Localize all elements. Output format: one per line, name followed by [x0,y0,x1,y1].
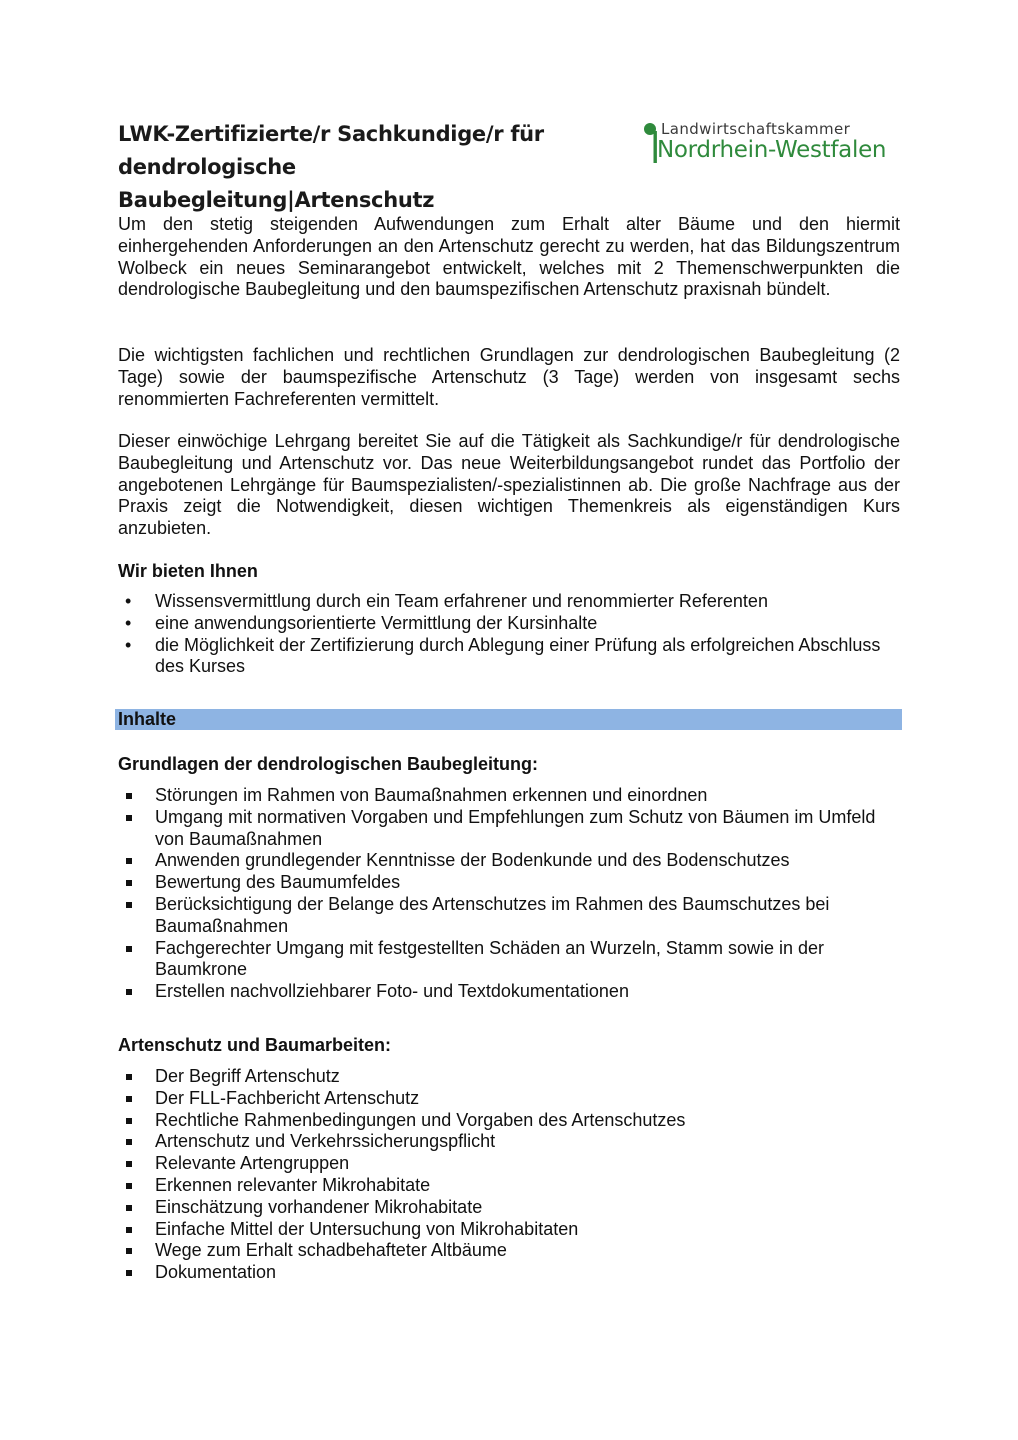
list-item [118,785,900,807]
lwk-logo [642,120,904,166]
list-item-text: Wege zum Erhalt schadbehafteter Altbäume [155,1240,507,1261]
list-item [118,981,900,1003]
list-item [118,807,900,851]
intro-paragraph-3: Dieser einwöchige Lehrgang bereitet Sie auf die Tätigkeit als Sachkundige/r für dendrologische Baubegleitung und Artenschutz vor. Das neue Weiterbildungsangebot rundet das Portfolio der angebotenen Lehrgänge für Baumspezialisten/-spezialistinnen ab. Die große Nachfrage aus der Praxis zeigt die Notwendigkeit, diesen wichtigen Themenkreis als eigenständigen Kurs anzubieten. [118,431,900,539]
list-item-text: Rechtliche Rahmenbedingungen und Vorgaben des Artenschutzes [155,1109,686,1130]
bullet-square-icon [126,1205,132,1211]
list-item-text: Relevante Artengruppen [155,1153,350,1174]
list-item [118,635,900,679]
bullet-square-icon [126,858,132,864]
list-item [118,1240,900,1262]
section2-list [118,1066,900,1284]
section1-list [118,785,900,1003]
bullet-square-icon [126,1118,132,1124]
list-item-text: Wissensvermittlung durch ein Team erfahrener und renommierter Referenten [155,591,768,611]
bullet-dot-icon: • [125,634,132,655]
list-item-text: Dokumentation [155,1262,277,1283]
bullet-square-icon [126,1270,132,1276]
list-item [118,850,900,872]
list-item [118,1219,900,1241]
contents-section-bar [115,709,902,730]
list-item-text: die Möglichkeit der Zertifizierung durch Ablegung einer Prüfung als erfolgreichen Abschluss des Kurses [155,634,881,677]
contents-bar-label: Inhalte [118,709,177,729]
list-item [118,1197,900,1219]
list-item-text: Anwenden grundlegender Kenntnisse der Bodenkunde und des Bodenschutzes [155,850,790,871]
offer-heading: Wir bieten Ihnen [118,561,258,581]
bullet-square-icon [126,1096,132,1102]
bullet-square-icon [126,1248,132,1254]
list-item [118,1153,900,1175]
list-item-text: Erstellen nachvollziehbarer Foto- und Textdokumentationen [155,981,629,1002]
bullet-square-icon [126,793,132,799]
list-item-text: Berücksichtigung der Belange des Artenschutzes im Rahmen des Baumschutzes bei Baumaßnahmen [155,893,830,936]
list-item-text: Erkennen relevanter Mikrohabitate [155,1174,431,1195]
title-line-2: dendrologische Baubegleitung|Artenschutz [118,155,435,212]
list-item [118,894,900,938]
list-item-text: Umgang mit normativen Vorgaben und Empfehlungen zum Schutz von Bäumen im Umfeld von Baumaßnahmen [155,806,876,849]
bullet-dot-icon: • [125,612,132,633]
list-item [118,1131,900,1153]
bullet-square-icon [126,1161,132,1167]
list-item-text: Störungen im Rahmen von Baumaßnahmen erkennen und einordnen [155,785,708,805]
list-item [118,613,900,635]
list-item-text: Der Begriff Artenschutz [155,1066,340,1086]
list-item-text: Der FLL-Fachbericht Artenschutz [155,1087,420,1108]
bullet-square-icon [126,989,132,995]
bullet-dot-icon: • [125,591,132,611]
list-item-text: eine anwendungsorientierte Vermittlung der Kursinhalte [155,612,598,633]
bullet-square-icon [126,880,132,886]
list-item [118,1110,900,1132]
section2-heading: Artenschutz und Baumarbeiten: [118,1035,392,1055]
list-item-text: Artenschutz und Verkehrssicherungspflicht [155,1131,496,1152]
document-title [118,118,618,217]
bullet-square-icon [126,1074,132,1080]
bullet-square-icon [126,1139,132,1145]
logo-text-large: Nordrhein-Westfalen [657,137,887,163]
list-item [118,1262,900,1284]
logo-text-small: Landwirtschaftskammer [661,120,851,138]
list-item [118,1066,900,1088]
offer-list [118,591,900,678]
bullet-square-icon [126,1183,132,1189]
list-item-text: Einfache Mittel der Untersuchung von Mikrohabitaten [155,1218,579,1239]
bullet-square-icon [126,902,132,908]
list-item [118,591,900,613]
list-item [118,1088,900,1110]
bullet-square-icon [126,1227,132,1233]
section1-heading: Grundlagen der dendrologischen Baubegleitung: [118,754,539,774]
intro-paragraph-1: Um den stetig steigenden Aufwendungen zum Erhalt alter Bäume und den hiermit einhergehenden Anforderungen an den Artenschutz gerecht zu werden, hat das Bildungszentrum Wolbeck ein neues Seminarangebot entwickelt, welches mit 2 Themenschwerpunkten die dendrologische Baubegleitung und den baumspezifischen Artenschutz praxisnah bündelt. [118,214,900,300]
list-item [118,938,900,982]
list-item-text: Bewertung des Baumumfeldes [155,872,401,893]
bullet-square-icon [126,815,132,821]
list-item [118,872,900,894]
title-line-1: LWK-Zertifizierte/r Sachkundige/r für [118,122,544,146]
intro-paragraph-2: Die wichtigsten fachlichen und rechtlichen Grundlagen zur dendrologischen Baubegleitung (2 Tage) sowie der baumspezifische Artenschutz (3 Tage) werden von insgesamt sechs renommierten Fachreferenten vermittelt. [118,345,900,409]
list-item-text: Fachgerechter Umgang mit festgestellten Schäden an Wurzeln, Stamm sowie in der Baumkrone [155,937,824,980]
list-item-text: Einschätzung vorhandener Mikrohabitate [155,1196,483,1217]
bullet-square-icon [126,946,132,952]
list-item [118,1175,900,1197]
